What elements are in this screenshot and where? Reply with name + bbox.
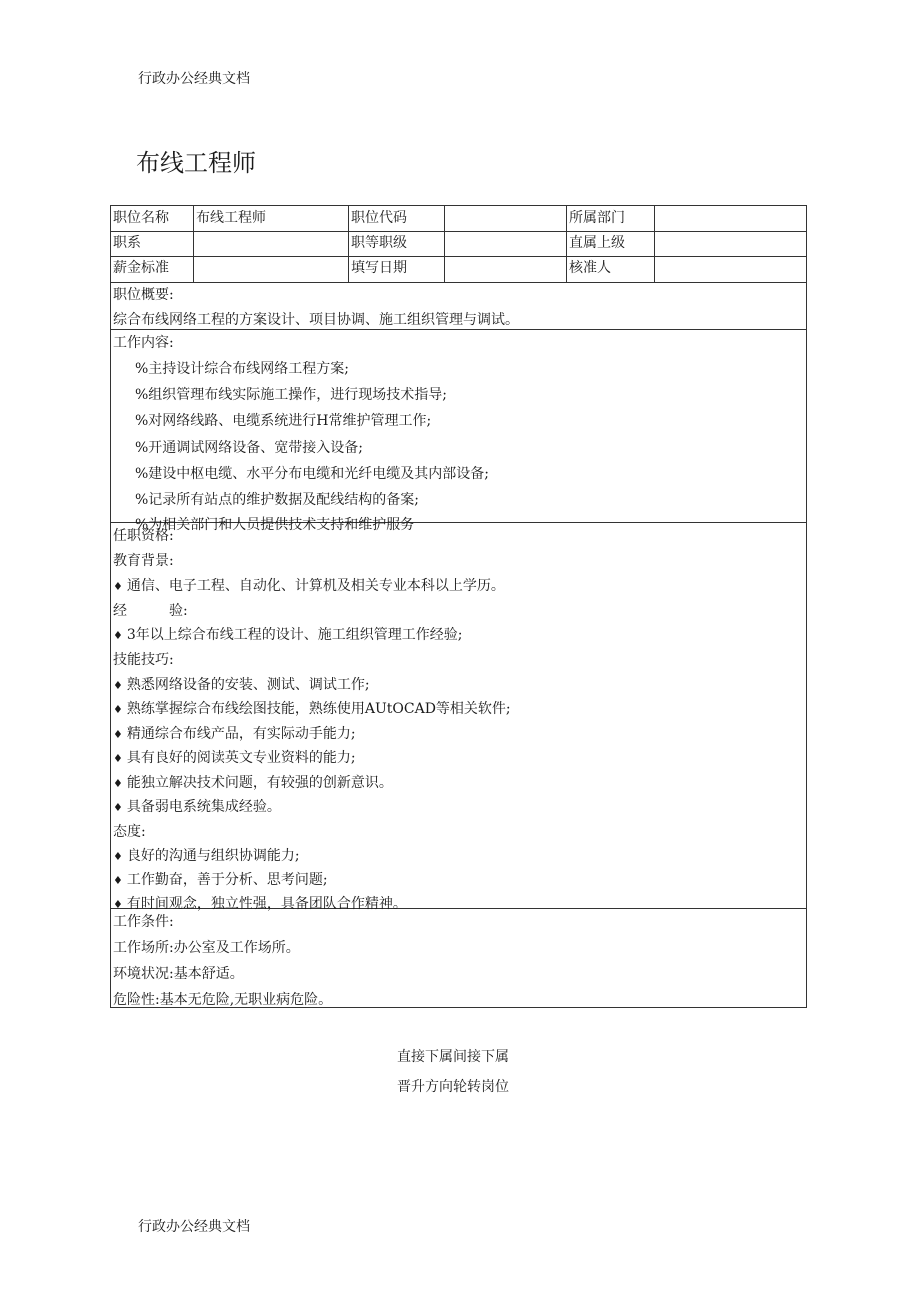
duty-item: %主持设计综合布线网络工程方案; bbox=[135, 361, 350, 377]
value-grade bbox=[445, 231, 567, 256]
overview-heading: 职位概要: bbox=[113, 287, 174, 303]
job-description-table bbox=[110, 205, 807, 1008]
qualifications-heading: 任职资格: bbox=[113, 528, 174, 544]
value-supervisor bbox=[655, 231, 806, 256]
duties-section bbox=[111, 330, 806, 533]
bullet-diamond-icon: ♦ bbox=[113, 850, 123, 863]
overview-text: 综合布线网络工程的方案设计、项目协调、施工组织管理与调试。 bbox=[113, 312, 519, 328]
value-job-family bbox=[194, 231, 349, 256]
skill-item: ♦ 具有良好的阅读英文专业资料的能力; bbox=[113, 750, 356, 766]
value-department bbox=[655, 206, 806, 231]
page-footer: 行政办公经典文档 bbox=[138, 1219, 250, 1235]
overview-section bbox=[111, 282, 806, 330]
skill-item: ♦ 熟练掌握综合布线绘图技能，熟练使用AUtOCAD等相关软件; bbox=[113, 701, 511, 717]
label-salary: 薪金标准 bbox=[111, 256, 194, 282]
label-job-family: 职系 bbox=[111, 231, 194, 256]
attitude-heading: 态度: bbox=[113, 824, 146, 840]
value-salary bbox=[194, 256, 349, 282]
skills-heading: 技能技巧: bbox=[113, 652, 174, 668]
conditions-heading: 工作条件: bbox=[113, 914, 174, 930]
skill-item: ♦ 熟悉网络设备的安装、测试、调试工作; bbox=[113, 677, 370, 693]
conditions-section bbox=[111, 909, 806, 1008]
bullet-diamond-icon: ♦ bbox=[113, 703, 123, 716]
duty-item: %建设中枢电缆、水平分布电缆和光纤电缆及其内部设备; bbox=[135, 466, 490, 482]
duties-heading: 工作内容: bbox=[113, 335, 174, 351]
duty-item: %为相关部门和人员提供技术支持和维护服务 bbox=[135, 517, 415, 533]
bullet-diamond-icon: ♦ bbox=[113, 752, 123, 765]
subordinates-line: 直接下属间接下属 bbox=[397, 1049, 509, 1065]
duty-item: %对网络线路、电缆系统进行H常维护管理工作; bbox=[135, 413, 432, 429]
bullet-diamond-icon: ♦ bbox=[113, 679, 123, 692]
condition-item: 危险性:基本无危险,无职业病危险。 bbox=[113, 992, 333, 1008]
label-department: 所属部门 bbox=[567, 206, 655, 231]
bullet-diamond-icon: ♦ bbox=[113, 801, 123, 814]
value-position-code bbox=[445, 206, 567, 231]
label-position-name: 职位名称 bbox=[111, 206, 194, 231]
label-grade: 职等职级 bbox=[349, 231, 445, 256]
info-row-1 bbox=[111, 206, 806, 232]
qualifications-section bbox=[111, 523, 806, 912]
label-approver: 核准人 bbox=[567, 256, 655, 282]
label-position-code: 职位代码 bbox=[349, 206, 445, 231]
info-row-2 bbox=[111, 231, 806, 257]
label-fill-date: 填写日期 bbox=[349, 256, 445, 282]
bullet-diamond-icon: ♦ bbox=[113, 580, 123, 593]
skill-item: ♦ 精通综合布线产品，有实际动手能力; bbox=[113, 726, 356, 742]
experience-heading: 经 验: bbox=[113, 603, 188, 619]
duty-item: %记录所有站点的维护数据及配线结构的备案; bbox=[135, 492, 420, 508]
skill-item: ♦ 具备弱电系统集成经验。 bbox=[113, 799, 281, 815]
value-position-name: 布线工程师 bbox=[194, 206, 349, 231]
attitude-item: ♦ 工作勤奋，善于分析、思考问题; bbox=[113, 872, 328, 888]
attitude-item: ♦ 有时间观念，独立性强，具备团队合作精神。 bbox=[113, 896, 407, 912]
bullet-diamond-icon: ♦ bbox=[113, 629, 123, 642]
education-heading: 教育背景: bbox=[113, 553, 174, 569]
education-item: ♦ 通信、电子工程、自动化、计算机及相关专业本科以上学历。 bbox=[113, 578, 505, 594]
info-row-3 bbox=[111, 256, 806, 283]
bullet-diamond-icon: ♦ bbox=[113, 728, 123, 741]
promotion-line: 晋升方向轮转岗位 bbox=[397, 1079, 509, 1095]
condition-item: 环境状况:基本舒适。 bbox=[113, 966, 244, 982]
page-title: 布线工程师 bbox=[136, 149, 256, 177]
value-fill-date bbox=[445, 256, 567, 282]
skill-item: ♦ 能独立解决技术问题，有较强的创新意识。 bbox=[113, 775, 393, 791]
experience-item: ♦ 3年以上综合布线工程的设计、施工组织管理工作经验; bbox=[113, 627, 463, 643]
duty-item: %开通调试网络设备、宽带接入设备; bbox=[135, 440, 364, 456]
bullet-diamond-icon: ♦ bbox=[113, 898, 123, 911]
value-approver bbox=[655, 256, 806, 282]
bullet-diamond-icon: ♦ bbox=[113, 874, 123, 887]
attitude-item: ♦ 良好的沟通与组织协调能力; bbox=[113, 848, 300, 864]
label-supervisor: 直属上级 bbox=[567, 231, 655, 256]
page-header: 行政办公经典文档 bbox=[138, 71, 250, 87]
condition-item: 工作场所:办公室及工作场所。 bbox=[113, 940, 300, 956]
duty-item: %组织管理布线实际施工操作，进行现场技术指导; bbox=[135, 387, 448, 403]
bullet-diamond-icon: ♦ bbox=[113, 777, 123, 790]
